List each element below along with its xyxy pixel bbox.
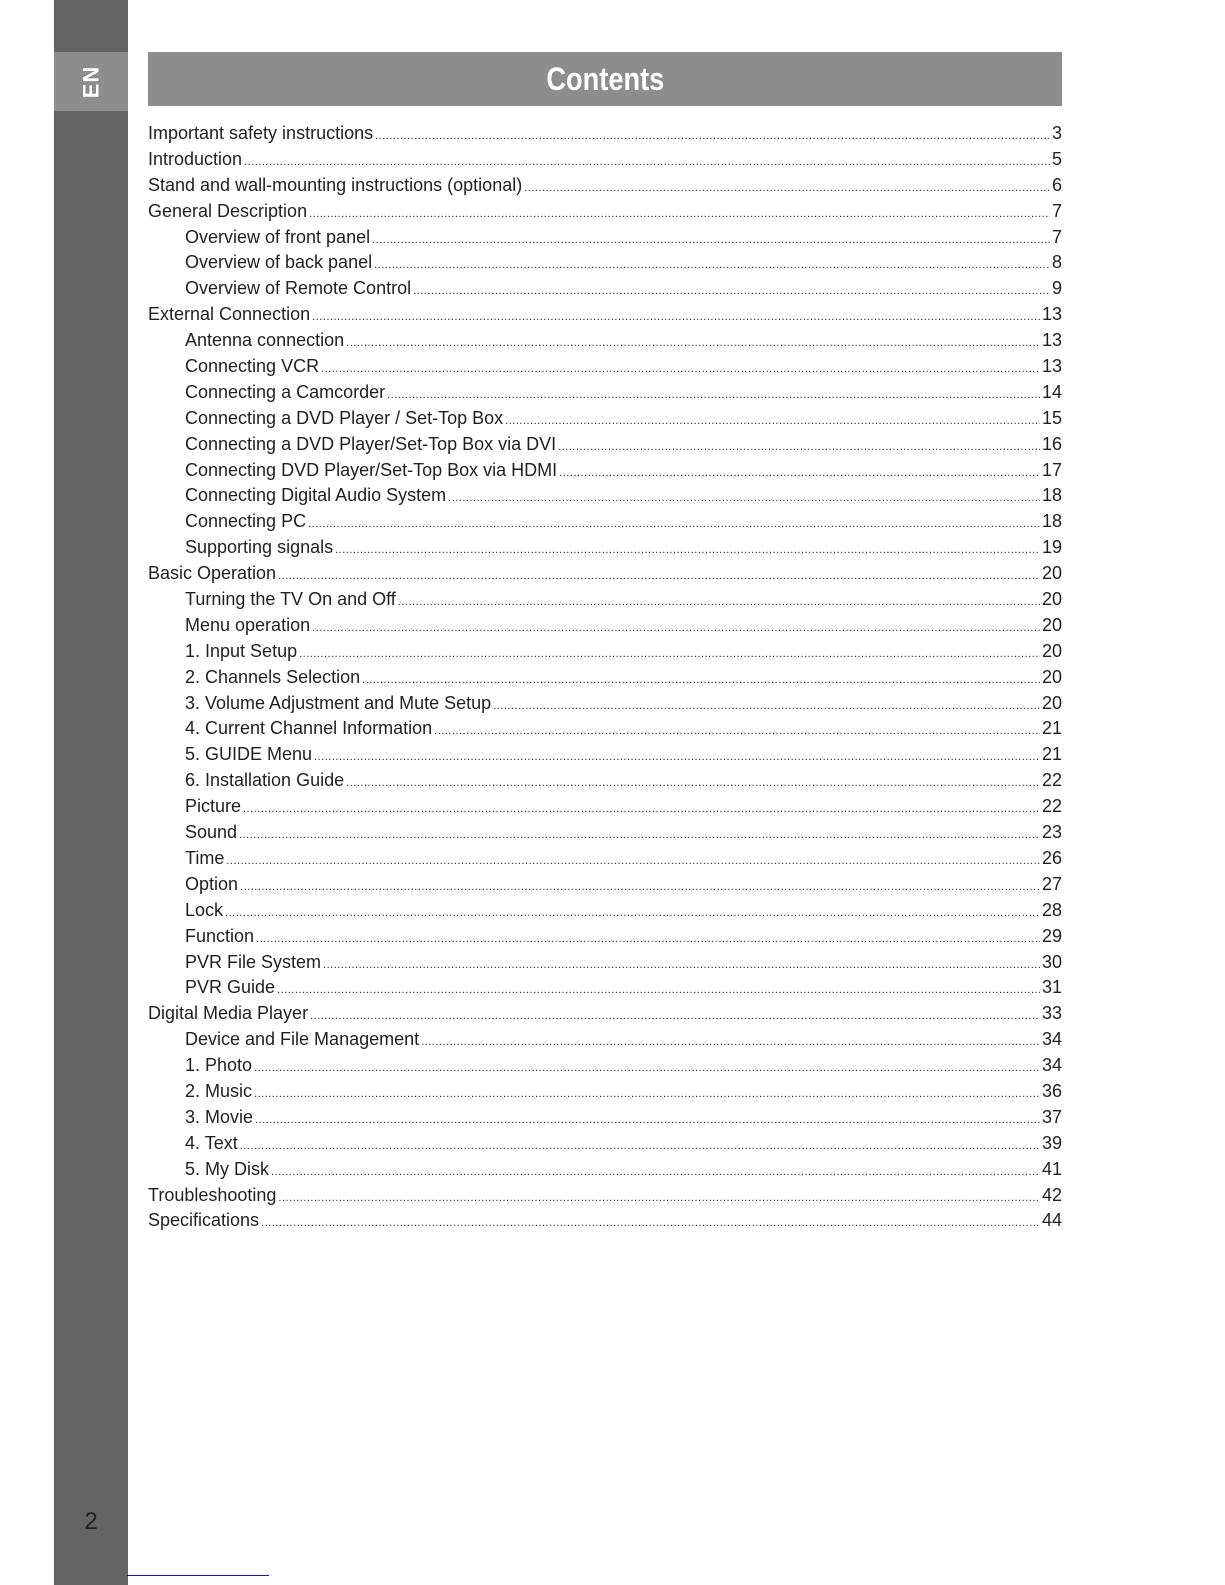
- toc-entry-label: External Connection: [148, 304, 311, 325]
- toc-entry-page: 36: [1041, 1080, 1062, 1101]
- toc-entry-label: Picture: [185, 796, 242, 817]
- toc-entry-page: 22: [1041, 796, 1062, 817]
- dot-leader: [374, 259, 1050, 271]
- dot-leader: [434, 725, 1040, 737]
- toc-entry-label: General Description: [148, 200, 308, 221]
- dot-leader: [398, 596, 1040, 608]
- dot-leader: [240, 1140, 1040, 1152]
- toc-entry[interactable]: [148, 330, 1062, 356]
- toc-entry-page: 7: [1051, 200, 1062, 221]
- language-tab: [54, 52, 128, 111]
- dot-leader: [261, 1217, 1040, 1229]
- toc-entry-label: 1. Photo: [185, 1055, 253, 1076]
- toc-entry-page: 17: [1041, 459, 1062, 480]
- toc-entry[interactable]: [148, 434, 1062, 460]
- toc-entry[interactable]: [148, 227, 1062, 253]
- toc-entry[interactable]: [148, 511, 1062, 537]
- toc-entry-page: 27: [1041, 873, 1062, 894]
- toc-entry[interactable]: [148, 1185, 1062, 1211]
- toc-entry-page: 28: [1041, 899, 1062, 920]
- toc-entry[interactable]: [148, 822, 1062, 848]
- toc-entry-label: 3. Volume Adjustment and Mute Setup: [185, 692, 492, 713]
- toc-entry[interactable]: [148, 952, 1062, 978]
- dot-leader: [559, 467, 1040, 479]
- toc-entry-label: Connecting VCR: [185, 356, 320, 377]
- table-of-contents: [148, 123, 1062, 1236]
- toc-entry[interactable]: [148, 641, 1062, 667]
- toc-entry-page: 34: [1041, 1029, 1062, 1050]
- toc-entry-page: 44: [1041, 1210, 1062, 1231]
- toc-entry-page: 20: [1041, 666, 1062, 687]
- toc-entry-label: 5. My Disk: [185, 1158, 270, 1179]
- dot-leader: [309, 208, 1050, 220]
- toc-entry[interactable]: [148, 667, 1062, 693]
- toc-entry-page: 13: [1041, 304, 1062, 325]
- dot-leader: [335, 544, 1040, 556]
- toc-entry[interactable]: [148, 796, 1062, 822]
- dot-leader: [346, 337, 1040, 349]
- toc-entry[interactable]: [148, 718, 1062, 744]
- toc-entry-label: Supporting signals: [185, 537, 334, 558]
- toc-entry-page: 37: [1041, 1106, 1062, 1127]
- link-underline: [127, 1575, 269, 1576]
- side-tab-bar: [54, 0, 128, 1585]
- toc-entry-page: 5: [1051, 148, 1062, 169]
- toc-entry-label: 2. Channels Selection: [185, 666, 361, 687]
- toc-entry-label: Connecting a DVD Player/Set-Top Box via DVI: [185, 433, 557, 454]
- toc-entry[interactable]: [148, 563, 1062, 589]
- toc-entry[interactable]: [148, 770, 1062, 796]
- toc-entry[interactable]: [148, 485, 1062, 511]
- toc-entry-label: Time: [185, 847, 225, 868]
- toc-entry-label: Connecting PC: [185, 511, 307, 532]
- toc-entry[interactable]: [148, 744, 1062, 770]
- toc-entry[interactable]: [148, 615, 1062, 641]
- toc-entry-page: 15: [1041, 407, 1062, 428]
- dot-leader: [314, 751, 1040, 763]
- toc-entry-label: Digital Media Player: [148, 1003, 309, 1024]
- toc-entry[interactable]: [148, 201, 1062, 227]
- toc-entry-page: 16: [1041, 433, 1062, 454]
- dot-leader: [243, 803, 1040, 815]
- toc-entry-page: 29: [1041, 925, 1062, 946]
- toc-entry-label: 4. Current Channel Information: [185, 718, 433, 739]
- dot-leader: [387, 389, 1040, 401]
- dot-leader: [226, 855, 1040, 867]
- toc-entry-page: 42: [1041, 1184, 1062, 1205]
- toc-entry-label: Basic Operation: [148, 563, 277, 584]
- toc-entry[interactable]: [148, 382, 1062, 408]
- toc-entry-label: Troubleshooting: [148, 1184, 277, 1205]
- toc-entry-page: 21: [1041, 718, 1062, 739]
- dot-leader: [375, 130, 1050, 142]
- toc-entry-label: Overview of Remote Control: [185, 278, 412, 299]
- toc-entry[interactable]: [148, 123, 1062, 149]
- toc-entry-page: 13: [1041, 330, 1062, 351]
- toc-entry-page: 34: [1041, 1055, 1062, 1076]
- toc-entry[interactable]: [148, 1003, 1062, 1029]
- toc-entry-label: PVR Guide: [185, 977, 276, 998]
- toc-entry[interactable]: [148, 926, 1062, 952]
- toc-entry-label: Connecting a Camcorder: [185, 381, 386, 402]
- toc-entry[interactable]: [148, 304, 1062, 330]
- toc-entry[interactable]: [148, 252, 1062, 278]
- dot-leader: [448, 492, 1040, 504]
- toc-entry-page: 20: [1041, 563, 1062, 584]
- dot-leader: [372, 234, 1050, 246]
- toc-entry[interactable]: [148, 693, 1062, 719]
- dot-leader: [493, 700, 1040, 712]
- toc-entry-page: 21: [1041, 744, 1062, 765]
- toc-entry[interactable]: [148, 408, 1062, 434]
- toc-entry[interactable]: [148, 149, 1062, 175]
- toc-entry[interactable]: [148, 175, 1062, 201]
- toc-entry-page: 22: [1041, 770, 1062, 791]
- toc-entry-label: Device and File Management: [185, 1029, 420, 1050]
- toc-entry[interactable]: [148, 900, 1062, 926]
- title-bar: [148, 52, 1062, 106]
- toc-entry-label: Connecting DVD Player/Set-Top Box via HDMI: [185, 459, 558, 480]
- toc-entry-label: Option: [185, 873, 239, 894]
- dot-leader: [312, 622, 1040, 634]
- dot-leader: [278, 570, 1040, 582]
- dot-leader: [240, 881, 1040, 893]
- toc-entry-label: 6. Installation Guide: [185, 770, 345, 791]
- toc-entry-page: 31: [1041, 977, 1062, 998]
- toc-entry-page: 6: [1051, 174, 1062, 195]
- page-title: Contents: [546, 60, 664, 97]
- dot-leader: [558, 441, 1040, 453]
- page-number: 2: [84, 1508, 98, 1535]
- toc-entry[interactable]: [148, 278, 1062, 304]
- toc-entry[interactable]: [148, 1107, 1062, 1133]
- toc-entry[interactable]: [148, 460, 1062, 486]
- toc-entry-label: 2. Music: [185, 1080, 253, 1101]
- toc-entry-label: Antenna connection: [185, 330, 345, 351]
- toc-entry-page: 20: [1041, 589, 1062, 610]
- dot-leader: [244, 156, 1050, 168]
- dot-leader: [256, 933, 1040, 945]
- toc-entry[interactable]: [148, 1055, 1062, 1081]
- toc-entry-label: 4. Text: [185, 1132, 238, 1153]
- dot-leader: [346, 777, 1040, 789]
- toc-entry[interactable]: [148, 1029, 1062, 1055]
- toc-entry[interactable]: [148, 356, 1062, 382]
- toc-entry-label: Overview of back panel: [185, 252, 373, 273]
- dot-leader: [308, 518, 1040, 530]
- toc-entry-label: Specifications: [148, 1210, 260, 1231]
- dot-leader: [524, 182, 1050, 194]
- toc-entry-page: 8: [1051, 252, 1062, 273]
- dot-leader: [321, 363, 1040, 375]
- dot-leader: [255, 1114, 1040, 1126]
- dot-leader: [312, 311, 1040, 323]
- toc-entry[interactable]: [148, 1133, 1062, 1159]
- toc-entry-label: Overview of front panel: [185, 226, 371, 247]
- toc-entry[interactable]: [148, 874, 1062, 900]
- toc-entry-page: 30: [1041, 951, 1062, 972]
- dot-leader: [277, 984, 1040, 996]
- dot-leader: [254, 1088, 1040, 1100]
- dot-leader: [362, 674, 1040, 686]
- toc-entry[interactable]: [148, 1159, 1062, 1185]
- toc-entry-page: 3: [1051, 123, 1062, 143]
- toc-entry-page: 33: [1041, 1003, 1062, 1024]
- toc-entry-page: 39: [1041, 1132, 1062, 1153]
- toc-entry-page: 18: [1041, 485, 1062, 506]
- dot-leader: [413, 285, 1050, 297]
- toc-entry-label: Stand and wall-mounting instructions (optional): [148, 174, 523, 195]
- toc-entry-label: 3. Movie: [185, 1106, 254, 1127]
- dot-leader: [278, 1192, 1040, 1204]
- toc-entry-page: 23: [1041, 822, 1062, 843]
- toc-entry-label: Lock: [185, 899, 224, 920]
- toc-entry-page: 26: [1041, 847, 1062, 868]
- toc-entry-page: 20: [1041, 640, 1062, 661]
- toc-entry-label: Connecting Digital Audio System: [185, 485, 447, 506]
- dot-leader: [310, 1010, 1040, 1022]
- toc-entry-label: Function: [185, 925, 255, 946]
- dot-leader: [505, 415, 1040, 427]
- language-label: EN: [78, 65, 103, 98]
- dot-leader: [421, 1036, 1040, 1048]
- toc-entry-page: 14: [1041, 381, 1062, 402]
- toc-entry-page: 9: [1051, 278, 1062, 299]
- toc-entry[interactable]: [148, 589, 1062, 615]
- toc-entry-label: 5. GUIDE Menu: [185, 744, 313, 765]
- toc-entry[interactable]: [148, 977, 1062, 1003]
- dot-leader: [225, 907, 1040, 919]
- dot-leader: [271, 1166, 1040, 1178]
- toc-entry-label: Important safety instructions: [148, 123, 374, 143]
- toc-entry-page: 20: [1041, 692, 1062, 713]
- toc-entry-label: Sound: [185, 822, 238, 843]
- toc-entry[interactable]: [148, 1210, 1062, 1236]
- toc-entry-label: Introduction: [148, 148, 243, 169]
- toc-entry[interactable]: [148, 1081, 1062, 1107]
- toc-entry-page: 20: [1041, 614, 1062, 635]
- toc-entry-label: Connecting a DVD Player / Set-Top Box: [185, 407, 504, 428]
- toc-entry-label: PVR File System: [185, 951, 322, 972]
- toc-entry-page: 18: [1041, 511, 1062, 532]
- toc-entry-label: Turning the TV On and Off: [185, 589, 396, 610]
- toc-entry-page: 7: [1051, 226, 1062, 247]
- toc-entry[interactable]: [148, 537, 1062, 563]
- dot-leader: [239, 829, 1040, 841]
- dot-leader: [254, 1062, 1040, 1074]
- dot-leader: [323, 959, 1040, 971]
- toc-entry-page: 13: [1041, 356, 1062, 377]
- toc-entry-page: 19: [1041, 537, 1062, 558]
- toc-entry-label: 1. Input Setup: [185, 640, 298, 661]
- toc-entry-page: 41: [1041, 1158, 1062, 1179]
- toc-entry[interactable]: [148, 848, 1062, 874]
- dot-leader: [299, 648, 1040, 660]
- toc-entry-label: Menu operation: [185, 614, 311, 635]
